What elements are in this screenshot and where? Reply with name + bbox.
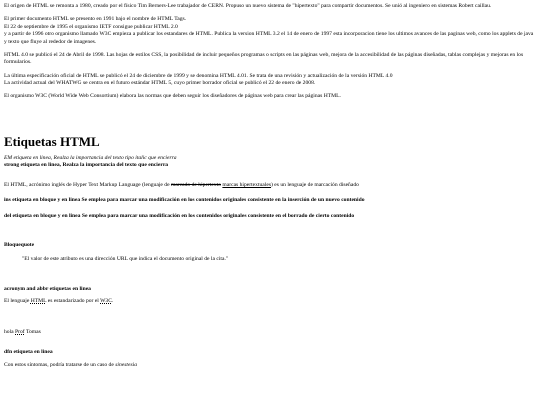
deleted-text: marcado de hipertexto [170,181,221,188]
history-line-html2: El 22 de septiembre de 1995 el organismo IETF consigue publicar HTML 2.0 [4,23,178,30]
strong-description: strong etiqueta en linea, Realza la importancia del texto que encierra [4,162,169,169]
acronym-heading: acronym and abbr etiquetas en linea [4,285,91,292]
history-paragraph-origin: El origen de HTML se remonta a 1980, creado por el físico Tim Berners-Lee trabajador de CERN. Propuso un nuevo sistema de "hipertexto" para compartir documentos. Se unió al ingeniero en sistemas Robert caillau. [4,3,492,9]
blockquote: "El valor de este atributo es una dirección URL que indica el documento original de la cita." [22,256,229,263]
acronym-html: HTML [30,298,47,305]
history-paragraph-html401 [4,73,536,88]
abbr-paragraph: hola Prof Tomas [4,329,41,336]
dfn-term: sinestesia [115,362,137,369]
acronym-paragraph: El lenguaje HTML es estandarizado por el W3C. [4,298,114,305]
abbr-prof: Prof [15,329,25,336]
history-paragraph-w3c: El organismo W3C (World Wide Web Consortium) elabora las normas que deben seguir los diseñadores de páginas web para crear las páginas HTML. [4,93,341,100]
dfn-paragraph: Con estos síntomas, podría tratarse de un caso de sinestesia [4,362,137,369]
blockquote-heading: Bloquequote [4,241,35,248]
acronym-w3c: W3C [100,298,112,305]
history-paragraph-html4: HTML 4.0 se publicó el 24 de Abril de 1998. Las hojas de estilos CSS, la posibilidad de incluir pequeños programas o scripts en las páginas web, mejora de la accesibilidad de las páginas diseñadas, tablas complejas y mejoras en los formularios. [4,51,524,66]
em-description [4,155,536,162]
del-description: del etiqueta en bloque y en linea Se emplea para marcar una modificación en los contenidos originales consistente en el borrado de cierto contenido [4,212,355,219]
em-example: EM etiqueta en linea, Realza la importancia del texto tipo italic que encierra [4,155,177,162]
inserted-text: marcas hipertextuales [222,181,272,188]
markup-paragraph: El HTML, acrónimo inglés de Hyper Text Markup Language (lenguaje de marcado de hipertexto marcas hipertextuales) es un lenguaje de marcación diseñado [4,181,359,188]
dfn-heading: dfn etiqueta en linea [4,348,53,355]
history-line-whatwg: La actividad actual del WHATWG se centra en el futuro estándar HTML 5, cuyo primer borrador oficial se publicó el 22 de enero de 2008. [4,80,316,86]
history-line-html401: La última especificación oficial de HTML se publicó el 24 de diciembre de 1999 y se denomina HTML 4.01. Se trata de una revisión y actualización de la versión HTML 4.0 [4,72,393,79]
page-title: Etiquetas HTML [4,133,100,149]
history-line-html-tags: El primer documento HTML se presento en 1991 bajo el nombre de HTML Tags. [4,16,187,23]
history-paragraph-versions [4,16,536,46]
ins-description: ins etiqueta en bloque y en linea Se emplea para marcar una modificación en los contenidos originales consistente en la inserción de un nuevo contenido [4,197,365,204]
history-line-w3c: y a partir de 1996 otro organismo llamado W3C empieza a publicar los estandares de HTML. Publica la version HTML 3.2 el 14 de enero de 1997 esta incorporacion tiene los ultimos avances de las paginas web, como los applets de java y texto que fluye al rededor de imagenes. [4,31,534,45]
